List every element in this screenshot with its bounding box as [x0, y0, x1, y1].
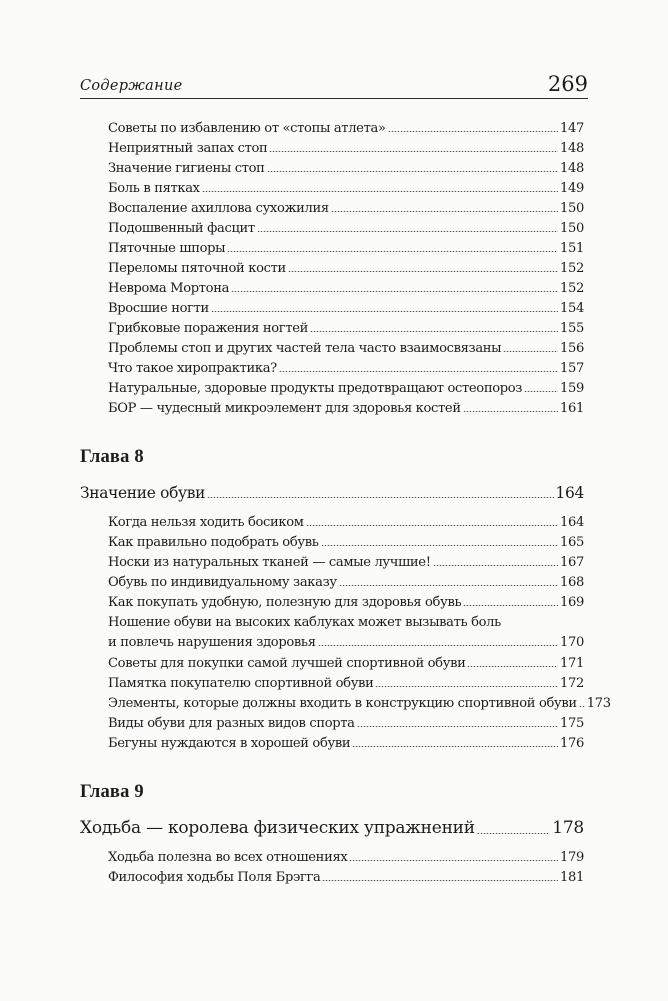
toc-entry-title: Переломы пяточной кости: [108, 261, 286, 276]
toc-entry[interactable]: [108, 850, 584, 865]
toc-entry-title: Когда нельзя ходить босиком: [108, 515, 304, 530]
dot-leader: [579, 706, 585, 707]
toc-entry-page: 150: [560, 221, 584, 236]
toc-entry-page: 151: [560, 241, 584, 256]
toc-entry-page: 179: [560, 850, 584, 865]
toc-entry-page: 149: [560, 181, 584, 196]
toc-entry-page: 168: [560, 575, 584, 590]
toc-entry[interactable]: [108, 241, 584, 256]
toc-entry[interactable]: [108, 261, 584, 276]
dot-leader: [202, 191, 558, 192]
toc-entry[interactable]: [108, 535, 584, 550]
toc-entry-page: 147: [560, 121, 584, 136]
dot-leader: [524, 391, 558, 392]
chapter-heading: Глава 8: [80, 447, 144, 467]
toc-entry[interactable]: [108, 321, 584, 336]
toc-entry-page: 157: [560, 361, 584, 376]
toc-entry-title: Виды обуви для разных видов спорта: [108, 716, 355, 731]
page-number: 269: [547, 72, 588, 96]
dot-leader: [310, 331, 558, 332]
dot-leader: [227, 251, 558, 252]
toc-entry[interactable]: [108, 281, 584, 296]
dot-leader: [318, 645, 558, 646]
dot-leader: [269, 151, 558, 152]
dot-leader: [321, 545, 559, 546]
toc-entry[interactable]: [108, 696, 611, 711]
toc-entry-title: Пяточные шпоры: [108, 241, 226, 256]
toc-entry-page: 167: [560, 555, 584, 570]
toc-entry-page: 176: [560, 736, 584, 751]
toc-entry[interactable]: [108, 515, 584, 530]
toc-entry-page: 152: [560, 281, 584, 296]
running-title: Содержание: [80, 78, 183, 94]
dot-leader: [349, 860, 558, 861]
toc-entry-page: 170: [560, 635, 584, 650]
toc-entry-title: Проблемы стоп и других частей тела часто взаимосвязаны: [108, 341, 502, 356]
toc-entry[interactable]: [108, 635, 584, 650]
dot-leader: [279, 371, 558, 372]
toc-entry-title: Как правильно подобрать обувь: [108, 535, 319, 550]
dot-leader: [467, 666, 558, 667]
toc-entry[interactable]: [108, 121, 584, 136]
toc-entry-title: Боль в пятках: [108, 181, 200, 196]
toc-entry-title: Памятка покупателю спортивной обуви: [108, 676, 374, 691]
toc-entry-title: Элементы, которые должны входить в конструкцию спортивной обуви: [108, 696, 577, 711]
toc-entry[interactable]: [108, 736, 584, 751]
chapter-heading: Глава 9: [80, 782, 144, 802]
toc-entry-title: Обувь по индивидуальному заказу: [108, 575, 337, 590]
toc-entry[interactable]: [108, 676, 584, 691]
toc-entry-page: 169: [560, 595, 584, 610]
toc-entry-page: 154: [560, 301, 584, 316]
running-head: [80, 68, 588, 99]
toc-entry-page: 152: [560, 261, 584, 276]
toc-entry[interactable]: [108, 181, 584, 196]
toc-entry-page: 155: [560, 321, 584, 336]
toc-entry[interactable]: [108, 361, 584, 376]
toc-entry-title: БОР — чудесный микроэлемент для здоровья костей: [108, 401, 461, 416]
toc-entry[interactable]: [108, 555, 584, 570]
toc-entry-page: 150: [560, 201, 584, 216]
toc-entry-title: Философия ходьбы Поля Брэгга: [108, 870, 321, 885]
toc-entry[interactable]: [108, 401, 584, 416]
toc-entry[interactable]: [108, 201, 584, 216]
dot-leader: [288, 271, 558, 272]
toc-entry-page: 156: [560, 341, 584, 356]
toc-entry-title: Что такое хиропрактика?: [108, 361, 277, 376]
dot-leader: [388, 131, 558, 132]
toc-entry-title: Вросшие ногти: [108, 301, 209, 316]
toc-entry-page: 161: [560, 401, 584, 416]
toc-entry-title: Неврома Мортона: [108, 281, 230, 296]
toc-entry[interactable]: [108, 575, 584, 590]
dot-leader: [375, 686, 558, 687]
toc-entry-page: 165: [560, 535, 584, 550]
toc-entry-title: Неприятный запах стоп: [108, 141, 268, 156]
toc-section-title: Ходьба — королева физических упражнений: [80, 818, 475, 838]
toc-entry-title: Ходьба полезна во всех отношениях: [108, 850, 348, 865]
dot-leader: [357, 726, 558, 727]
dot-leader: [231, 291, 558, 292]
toc-section-entry[interactable]: [80, 484, 584, 502]
dot-leader: [463, 605, 558, 606]
dot-leader: [257, 231, 558, 232]
toc-section-title: Значение обуви: [80, 484, 206, 502]
toc-entry-title-line2: и повлечь нарушения здоровья: [108, 635, 316, 650]
dot-leader: [207, 497, 553, 498]
dot-leader: [322, 880, 558, 881]
dot-leader: [306, 525, 558, 526]
toc-entry[interactable]: [108, 381, 584, 396]
toc-entry-page: 148: [560, 141, 584, 156]
dot-leader: [433, 565, 558, 566]
toc-entry-title: Советы для покупки самой лучшей спортивной обуви: [108, 656, 466, 671]
toc-entry-page: 173: [586, 696, 611, 711]
dot-leader: [339, 585, 558, 586]
toc-entry[interactable]: [108, 716, 584, 731]
toc-entry-page: 172: [560, 676, 584, 691]
toc-entry-title: Советы по избавлению от «стопы атлета»: [108, 121, 386, 136]
dot-leader: [503, 351, 558, 352]
toc-entry-page: 171: [560, 656, 584, 671]
dot-leader: [267, 171, 559, 172]
toc-entry[interactable]: [108, 341, 584, 356]
toc-entry-page: 175: [560, 716, 584, 731]
toc-entry[interactable]: [108, 221, 584, 236]
toc-entry-title: Как покупать удобную, полезную для здоровья обувь: [108, 595, 462, 610]
toc-entry-title: Натуральные, здоровые продукты предотвращают остеопороз: [108, 381, 523, 396]
toc-entry-page: 159: [560, 381, 584, 396]
dot-leader: [352, 746, 558, 747]
toc-entry-title: Подошвенный фасцит: [108, 221, 255, 236]
toc-entry-title-line1[interactable]: Ношение обуви на высоких каблуках может вызывать боль: [108, 615, 501, 630]
toc-entry-page: 164: [560, 515, 584, 530]
toc-entry-page: 181: [560, 870, 584, 885]
dot-leader: [211, 311, 558, 312]
toc-entry-title: Носки из натуральных тканей — самые лучшие!: [108, 555, 431, 570]
toc-entry[interactable]: [108, 595, 584, 610]
toc-entry-title: Значение гигиены стоп: [108, 161, 265, 176]
toc-entry[interactable]: [108, 141, 584, 156]
toc-entry[interactable]: [108, 870, 584, 885]
toc-entry-title: Бегуны нуждаются в хорошей обуви: [108, 736, 351, 751]
dot-leader: [477, 833, 550, 834]
toc-section-page: 164: [555, 484, 584, 502]
toc-section-page: 178: [552, 818, 584, 838]
dot-leader: [331, 211, 558, 212]
toc-entry[interactable]: [108, 301, 584, 316]
toc-entry-title: Грибковые поражения ногтей: [108, 321, 308, 336]
toc-entry[interactable]: [108, 161, 584, 176]
dot-leader: [463, 411, 558, 412]
toc-entry-title: Воспаление ахиллова сухожилия: [108, 201, 329, 216]
toc-entry[interactable]: [108, 656, 584, 671]
toc-section-entry[interactable]: [80, 818, 584, 838]
toc-entry-page: 148: [560, 161, 584, 176]
